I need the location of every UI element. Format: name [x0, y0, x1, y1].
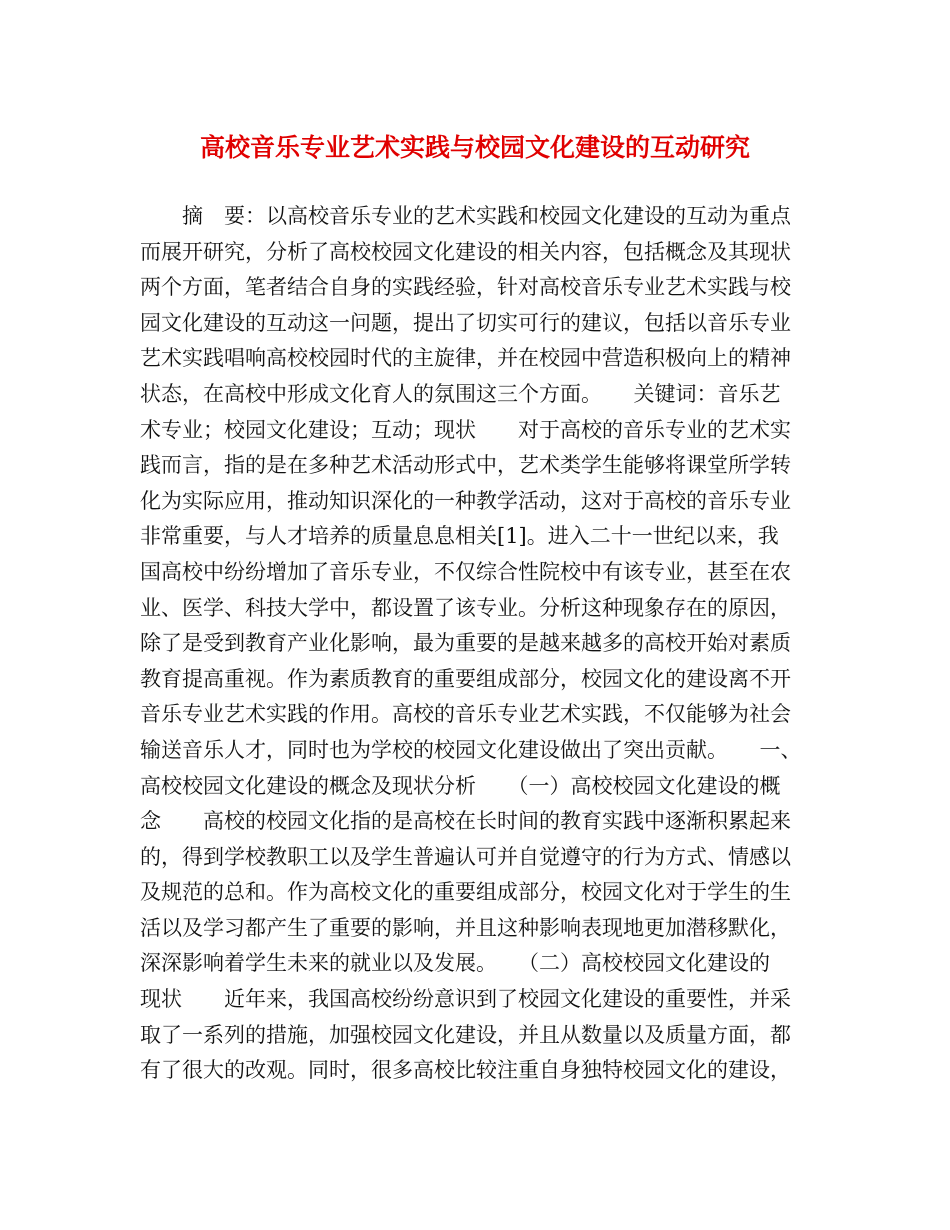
body-line: 践而言，指的是在多种艺术活动形式中，艺术类学生能够将课堂所学转: [140, 453, 791, 478]
body-line: 艺术实践唱响高校校园时代的主旋律，并在校园中营造积极向上的精神: [140, 346, 791, 371]
body-line: 术专业；校园文化建设；互动；现状 对于高校的音乐专业的艺术实: [140, 417, 791, 442]
body-line: 高校校园文化建设的概念及现状分析 （一）高校校园文化建设的概: [140, 773, 781, 798]
body-line: 非常重要，与人才培养的质量息息相关[1]。进入二十一世纪以来，我: [140, 524, 779, 549]
body-line: 化为实际应用，推动知识深化的一种教学活动，这对于高校的音乐专业: [140, 488, 791, 513]
body-line: 及规范的总和。作为高校文化的重要组成部分，校园文化对于学生的生: [140, 880, 791, 905]
body-line: 摘 要：以高校音乐专业的艺术实践和校园文化建设的互动为重点: [182, 204, 791, 228]
body-line: 活以及学习都产生了重要的影响，并且这种影响表现地更加潜移默化，: [140, 915, 791, 940]
body-line: 园文化建设的互动这一问题，提出了切实可行的建议，包括以音乐专业: [140, 310, 791, 335]
body-line: 取了一系列的措施，加强校园文化建设，并且从数量以及质量方面，都: [140, 1022, 791, 1047]
body-line: 国高校中纷纷增加了音乐专业，不仅综合性院校中有该专业，甚至在农: [140, 559, 791, 584]
document-title: 高校音乐专业艺术实践与校园文化建设的互动研究: [199, 133, 750, 162]
body-line: 两个方面，笔者结合自身的实践经验，针对高校音乐专业艺术实践与校: [140, 275, 791, 300]
body-line: 输送音乐人才，同时也为学校的校园文化建设做出了突出贡献。 一、: [140, 737, 802, 762]
body-line: 教育提高重视。作为素质教育的重要组成部分，校园文化的建设离不开: [140, 666, 791, 691]
body-line: 现状 近年来，我国高校纷纷意识到了校园文化建设的重要性，并采: [140, 987, 791, 1012]
body-line: 状态，在高校中形成文化育人的氛围这三个方面。 关键词：音乐艺: [140, 381, 781, 406]
body-line: 的，得到学校教职工以及学生普遍认可并自觉遵守的行为方式、情感以: [140, 844, 791, 869]
body-line: 而展开研究，分析了高校校园文化建设的相关内容，包括概念及其现状: [140, 239, 791, 264]
body-line: 深深影响着学生未来的就业以及发展。 （二）高校校园文化建设的: [140, 951, 770, 976]
body-line: 除了是受到教育产业化影响，最为重要的是越来越多的高校开始对素质: [140, 631, 791, 656]
body-line: 念 高校的校园文化指的是高校在长时间的教育实践中逐渐积累起来: [140, 809, 791, 834]
body-line: 有了很大的改观。同时，很多高校比较注重自身独特校园文化的建设，: [140, 1058, 791, 1083]
body-line: 音乐专业艺术实践的作用。高校的音乐专业艺术实践，不仅能够为社会: [140, 702, 791, 727]
body-line: 业、医学、科技大学中，都设置了该专业。分析这种现象存在的原因，: [140, 595, 791, 620]
document-body: [140, 199, 812, 1089]
